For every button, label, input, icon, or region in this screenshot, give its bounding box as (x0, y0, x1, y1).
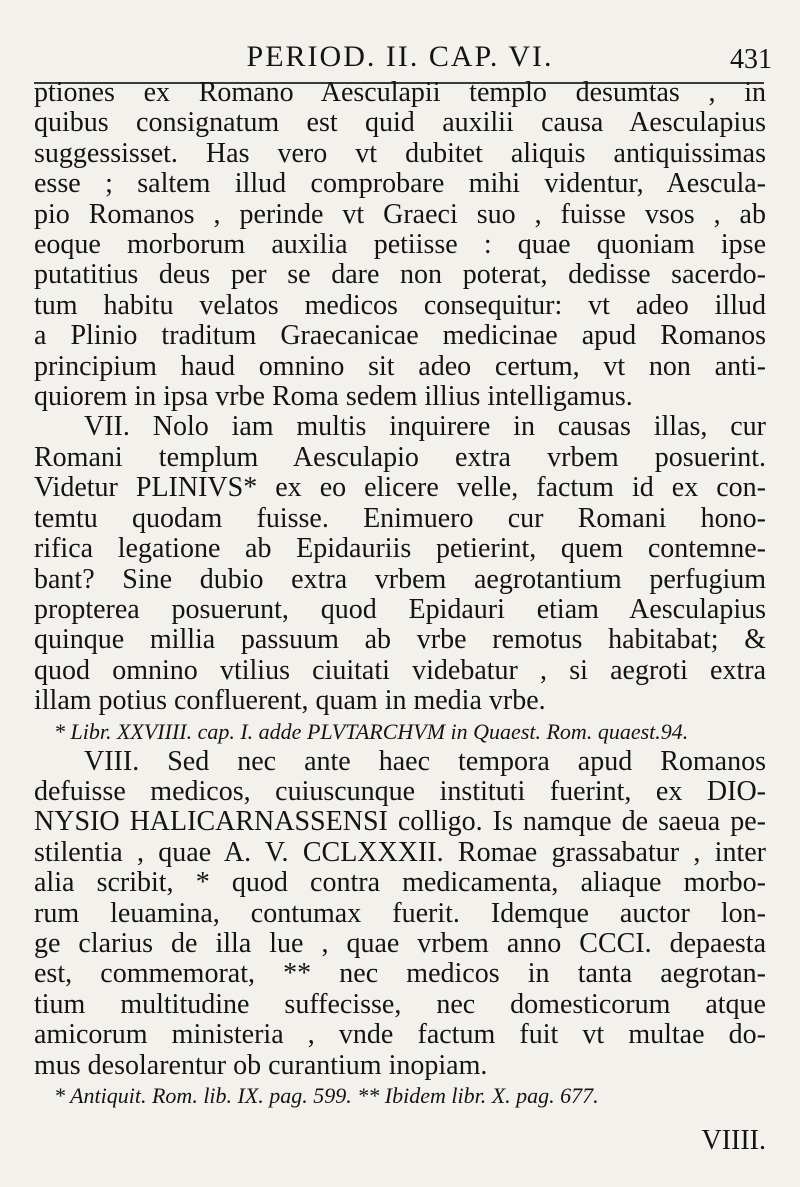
text-line: quod omnino vtilius ciuitati videbatur , si aegroti extra (34, 654, 766, 686)
text-line: putatitius deus per se dare non poterat, dedisse sacerdo- (34, 259, 766, 291)
text-line: propterea posuerunt, quod Epidauri etiam Aesculapius (34, 593, 766, 625)
text-line: suggessisset. Has vero vt dubitet aliquis antiquissimas (34, 137, 766, 169)
text-line: rum leuamina, contumax fuerit. Idemque auctor lon- (34, 897, 766, 929)
page-number: 431 (730, 44, 772, 75)
text-line: quinque millia passuum ab vrbe remotus habitabat; & (34, 624, 766, 656)
text-line: eoque morborum auxilia petiisse : quae quoniam ipse (34, 229, 766, 261)
text-line: defuisse medicos, cuiuscunque instituti fuerint, ex DIO- (34, 775, 766, 807)
text-line: Romani templum Aesculapio extra vrbem posuerint. (34, 441, 766, 473)
text-line: bant? Sine dubio extra vrbem aegrotantium perfugium (34, 563, 766, 595)
text-line: esse ; saltem illud comprobare mihi videntur, Aescula- (34, 168, 766, 200)
text-line: ptiones ex Romano Aesculapii templo desumtas , in (34, 77, 766, 108)
text-line: ge clarius de illa lue , quae vrbem anno CCCI. depaesta (34, 927, 766, 959)
text-line: mus desolarentur ob curantium inopiam. (34, 1049, 488, 1081)
text-line: amicorum ministeria , vnde factum fuit vt multae do- (34, 1019, 766, 1051)
text-line: est, commemorat, ** nec medicos in tanta aegrotan- (34, 958, 766, 990)
text-line: quiorem in ipsa vrbe Roma sedem illius intelligamus. (34, 381, 633, 413)
text-line: principium haud omnino sit adeo certum, vt non anti- (34, 350, 766, 382)
paragraph-start: VIII. Sed nec ante haec tempora apud Romanos (84, 745, 766, 777)
text-line: Videtur PLINIVS* ex eo elicere velle, factum id ex con- (34, 472, 766, 504)
text-line: pio Romanos , perinde vt Graeci suo , fuisse vsos , ab (34, 198, 766, 230)
footnote: * Antiquit. Rom. lib. IX. pag. 599. ** Ibidem libr. X. pag. 677. (54, 1083, 599, 1108)
catchword: VIIII. (701, 1125, 766, 1156)
text-line: illam potius confluerent, quam in media vrbe. (34, 685, 546, 717)
text-line: stilentia , quae A. V. CCLXXXII. Romae grassabatur , inter (34, 836, 766, 868)
text-line: NYSIO HALICARNASSENSI colligo. Is namque de saeua pe- (34, 806, 766, 838)
text-line: tium multitudine suffecisse, nec domesticorum atque (34, 988, 766, 1020)
running-head: PERIOD. II. CAP. VI. (246, 40, 554, 73)
text-line: alia scribit, * quod contra medicamenta, aliaque morbo- (34, 867, 766, 899)
paragraph-start: VII. Nolo iam multis inquirere in causas illas, cur (84, 411, 766, 443)
text-line: temtu quodam fuisse. Enimuero cur Romani hono- (34, 502, 766, 534)
main-text (34, 78, 766, 1111)
text-line: rifica legatione ab Epidauriis petierint, quem contemne- (34, 533, 766, 565)
footnote: * Libr. XXVIIII. cap. I. adde PLVTARCHVM in Quaest. Rom. quaest.94. (54, 718, 689, 744)
text-line: quibus consignatum est quid auxilii causa Aesculapius (34, 107, 766, 139)
text-line: a Plinio traditum Graecanicae medicinae apud Romanos (34, 320, 766, 352)
text-line: tum habitu velatos medicos consequitur: vt adeo illud (34, 289, 766, 321)
